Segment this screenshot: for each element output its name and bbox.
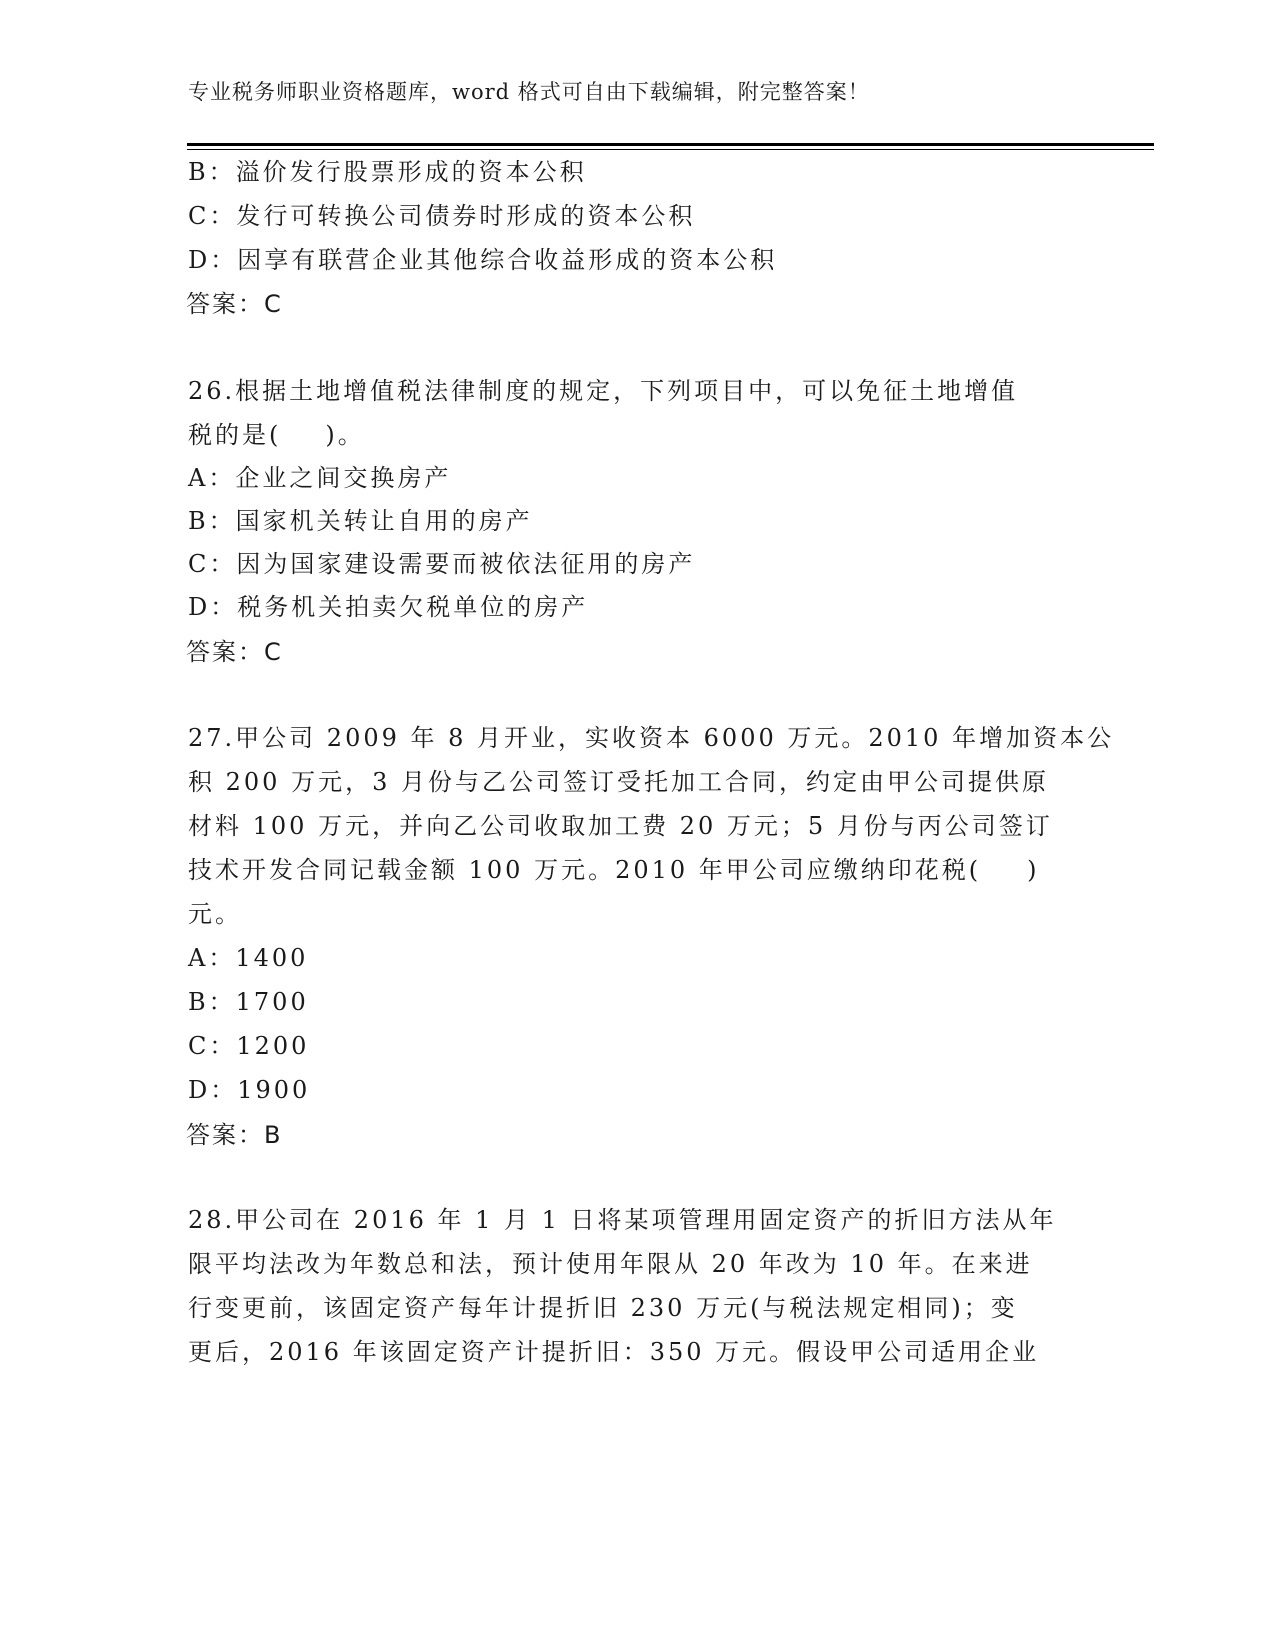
q27-stem-line-1: 27.甲公司 2009 年 8 月开业，实收资本 6000 万元。2010 年增加资本公 [188, 724, 1115, 752]
q27-option-b: B：1700 [188, 988, 309, 1016]
q27-answer: 答案：B [186, 1121, 283, 1149]
q27-stem-line-3: 材料 100 万元，并向乙公司收取加工费 20 万元；5 月份与丙公司签订 [188, 812, 1053, 840]
q27-stem-line-2: 积 200 万元，3 月份与乙公司签订受托加工合同，约定由甲公司提供原 [188, 768, 1049, 796]
header-rule [187, 143, 1154, 146]
q25-option-c: C：发行可转换公司债券时形成的资本公积 [188, 202, 696, 230]
q25-option-b: B：溢价发行股票形成的资本公积 [188, 158, 587, 186]
q26-option-a: A：企业之间交换房产 [188, 464, 452, 492]
q26-stem-line-2-end: )。 [325, 421, 365, 449]
q28-stem-line-4: 更后，2016 年该固定资产计提折旧：350 万元。假设甲公司适用企业 [188, 1338, 1040, 1366]
q25-answer: 答案：C [186, 290, 283, 318]
q27-stem-line-5: 元。 [188, 900, 242, 928]
q26-option-c: C：因为国家建设需要而被依法征用的房产 [188, 550, 696, 578]
q27-stem-line-4-end: ) [1027, 856, 1040, 884]
page-header: 专业税务师职业资格题库，word 格式可自由下载编辑，附完整答案！ [188, 80, 870, 104]
q26-option-b: B：国家机关转让自用的房产 [188, 507, 533, 535]
q26-option-d: D：税务机关拍卖欠税单位的房产 [188, 593, 589, 621]
q28-stem-line-2: 限平均法改为年数总和法，预计使用年限从 20 年改为 10 年。在来进 [188, 1250, 1033, 1278]
q27-option-c: C：1200 [188, 1032, 310, 1060]
q28-stem-line-1: 28.甲公司在 2016 年 1 月 1 日将某项管理用固定资产的折旧方法从年 [188, 1206, 1057, 1234]
q27-option-a: A：1400 [188, 944, 309, 972]
q27-stem-line-4-start: 技术开发合同记载金额 100 万元。2010 年甲公司应缴纳印花税( [188, 856, 982, 884]
q28-stem-line-3: 行变更前，该固定资产每年计提折旧 230 万元(与税法规定相同)；变 [188, 1294, 1018, 1322]
q26-stem-line-2-start: 税的是( [188, 421, 282, 449]
q27-stem-line-4 [188, 855, 1040, 885]
q25-option-d: D：因享有联营企业其他综合收益形成的资本公积 [188, 246, 778, 274]
q26-stem-line-2 [188, 420, 365, 450]
q27-option-d: D：1900 [188, 1076, 311, 1104]
q26-answer: 答案：C [186, 638, 283, 666]
q26-stem-line-1: 26.根据土地增值税法律制度的规定，下列项目中，可以免征土地增值 [188, 377, 1019, 405]
header-rule-thin [187, 149, 1154, 150]
